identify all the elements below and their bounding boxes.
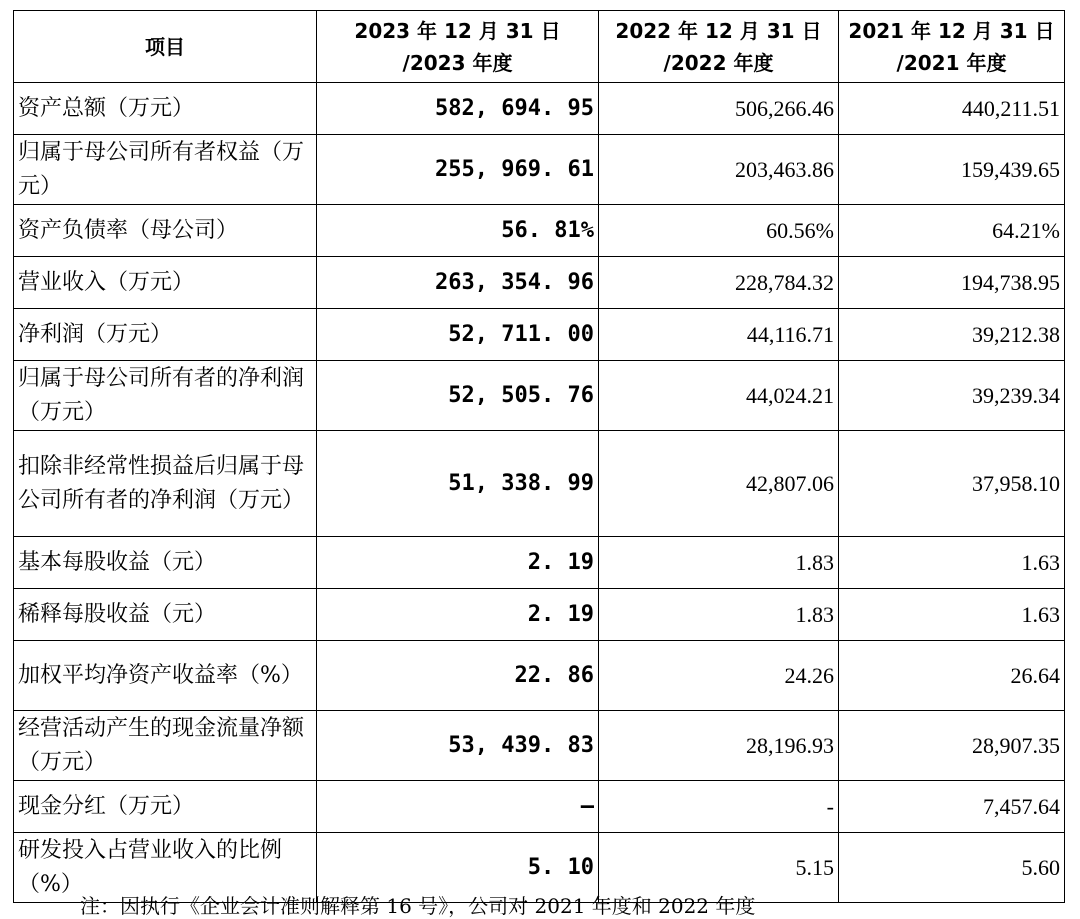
value-2022: - [599, 781, 839, 833]
value-2023: – [317, 781, 599, 833]
value-2023: 5. 10 [317, 833, 599, 903]
value-2021: 159,439.65 [839, 135, 1065, 205]
value-2022: 1.83 [599, 589, 839, 641]
value-2023: 51, 338. 99 [317, 431, 599, 537]
table-row [14, 537, 1065, 589]
value-2021: 39,212.38 [839, 309, 1065, 361]
table-row [14, 205, 1065, 257]
row-item-label: 归属于母公司所有者权益（万元） [14, 135, 317, 205]
row-item-label: 资产负债率（母公司） [14, 205, 317, 257]
row-item-label: 研发投入占营业收入的比例（%） [14, 833, 317, 903]
value-2023: 52, 505. 76 [317, 361, 599, 431]
value-2022: 60.56% [599, 205, 839, 257]
value-2021: 39,239.34 [839, 361, 1065, 431]
financial-table [13, 10, 1065, 903]
footnote: 注：因执行《企业会计准则解释第 16 号》，公司对 2021 年度和 2022 年度 [80, 894, 756, 918]
value-2022: 203,463.86 [599, 135, 839, 205]
value-2022: 228,784.32 [599, 257, 839, 309]
header-2021: 2021 年 12 月 31 日 /2021 年度 [839, 11, 1065, 83]
table-row [14, 83, 1065, 135]
table-row [14, 257, 1065, 309]
row-item-label: 营业收入（万元） [14, 257, 317, 309]
value-2021: 1.63 [839, 589, 1065, 641]
table-row [14, 589, 1065, 641]
value-2022: 44,116.71 [599, 309, 839, 361]
row-item-label: 加权平均净资产收益率（%） [14, 641, 317, 711]
table-row [14, 641, 1065, 711]
value-2022: 5.15 [599, 833, 839, 903]
value-2021: 440,211.51 [839, 83, 1065, 135]
value-2021: 28,907.35 [839, 711, 1065, 781]
value-2022: 28,196.93 [599, 711, 839, 781]
header-2023: 2023 年 12 月 31 日 /2023 年度 [317, 11, 599, 83]
table-header-row [14, 11, 1065, 83]
value-2021: 64.21% [839, 205, 1065, 257]
value-2023: 52, 711. 00 [317, 309, 599, 361]
value-2021: 37,958.10 [839, 431, 1065, 537]
row-item-label: 基本每股收益（元） [14, 537, 317, 589]
value-2023: 255, 969. 61 [317, 135, 599, 205]
value-2023: 582, 694. 95 [317, 83, 599, 135]
table-row [14, 135, 1065, 205]
value-2022: 24.26 [599, 641, 839, 711]
table-row [14, 361, 1065, 431]
row-item-label: 净利润（万元） [14, 309, 317, 361]
value-2023: 56. 81% [317, 205, 599, 257]
value-2023: 263, 354. 96 [317, 257, 599, 309]
value-2023: 2. 19 [317, 589, 599, 641]
value-2022: 42,807.06 [599, 431, 839, 537]
value-2023: 53, 439. 83 [317, 711, 599, 781]
table-row [14, 431, 1065, 537]
header-2022: 2022 年 12 月 31 日 /2022 年度 [599, 11, 839, 83]
value-2022: 506,266.46 [599, 83, 839, 135]
row-item-label: 扣除非经常性损益后归属于母公司所有者的净利润（万元） [14, 431, 317, 537]
value-2021: 5.60 [839, 833, 1065, 903]
value-2022: 1.83 [599, 537, 839, 589]
row-item-label: 现金分红（万元） [14, 781, 317, 833]
table-row [14, 781, 1065, 833]
header-item: 项目 [14, 11, 317, 83]
row-item-label: 经营活动产生的现金流量净额（万元） [14, 711, 317, 781]
value-2021: 26.64 [839, 641, 1065, 711]
table-row [14, 711, 1065, 781]
row-item-label: 归属于母公司所有者的净利润（万元） [14, 361, 317, 431]
value-2023: 2. 19 [317, 537, 599, 589]
row-item-label: 资产总额（万元） [14, 83, 317, 135]
table-row [14, 309, 1065, 361]
value-2021: 194,738.95 [839, 257, 1065, 309]
value-2021: 7,457.64 [839, 781, 1065, 833]
value-2022: 44,024.21 [599, 361, 839, 431]
value-2023: 22. 86 [317, 641, 599, 711]
row-item-label: 稀释每股收益（元） [14, 589, 317, 641]
value-2021: 1.63 [839, 537, 1065, 589]
